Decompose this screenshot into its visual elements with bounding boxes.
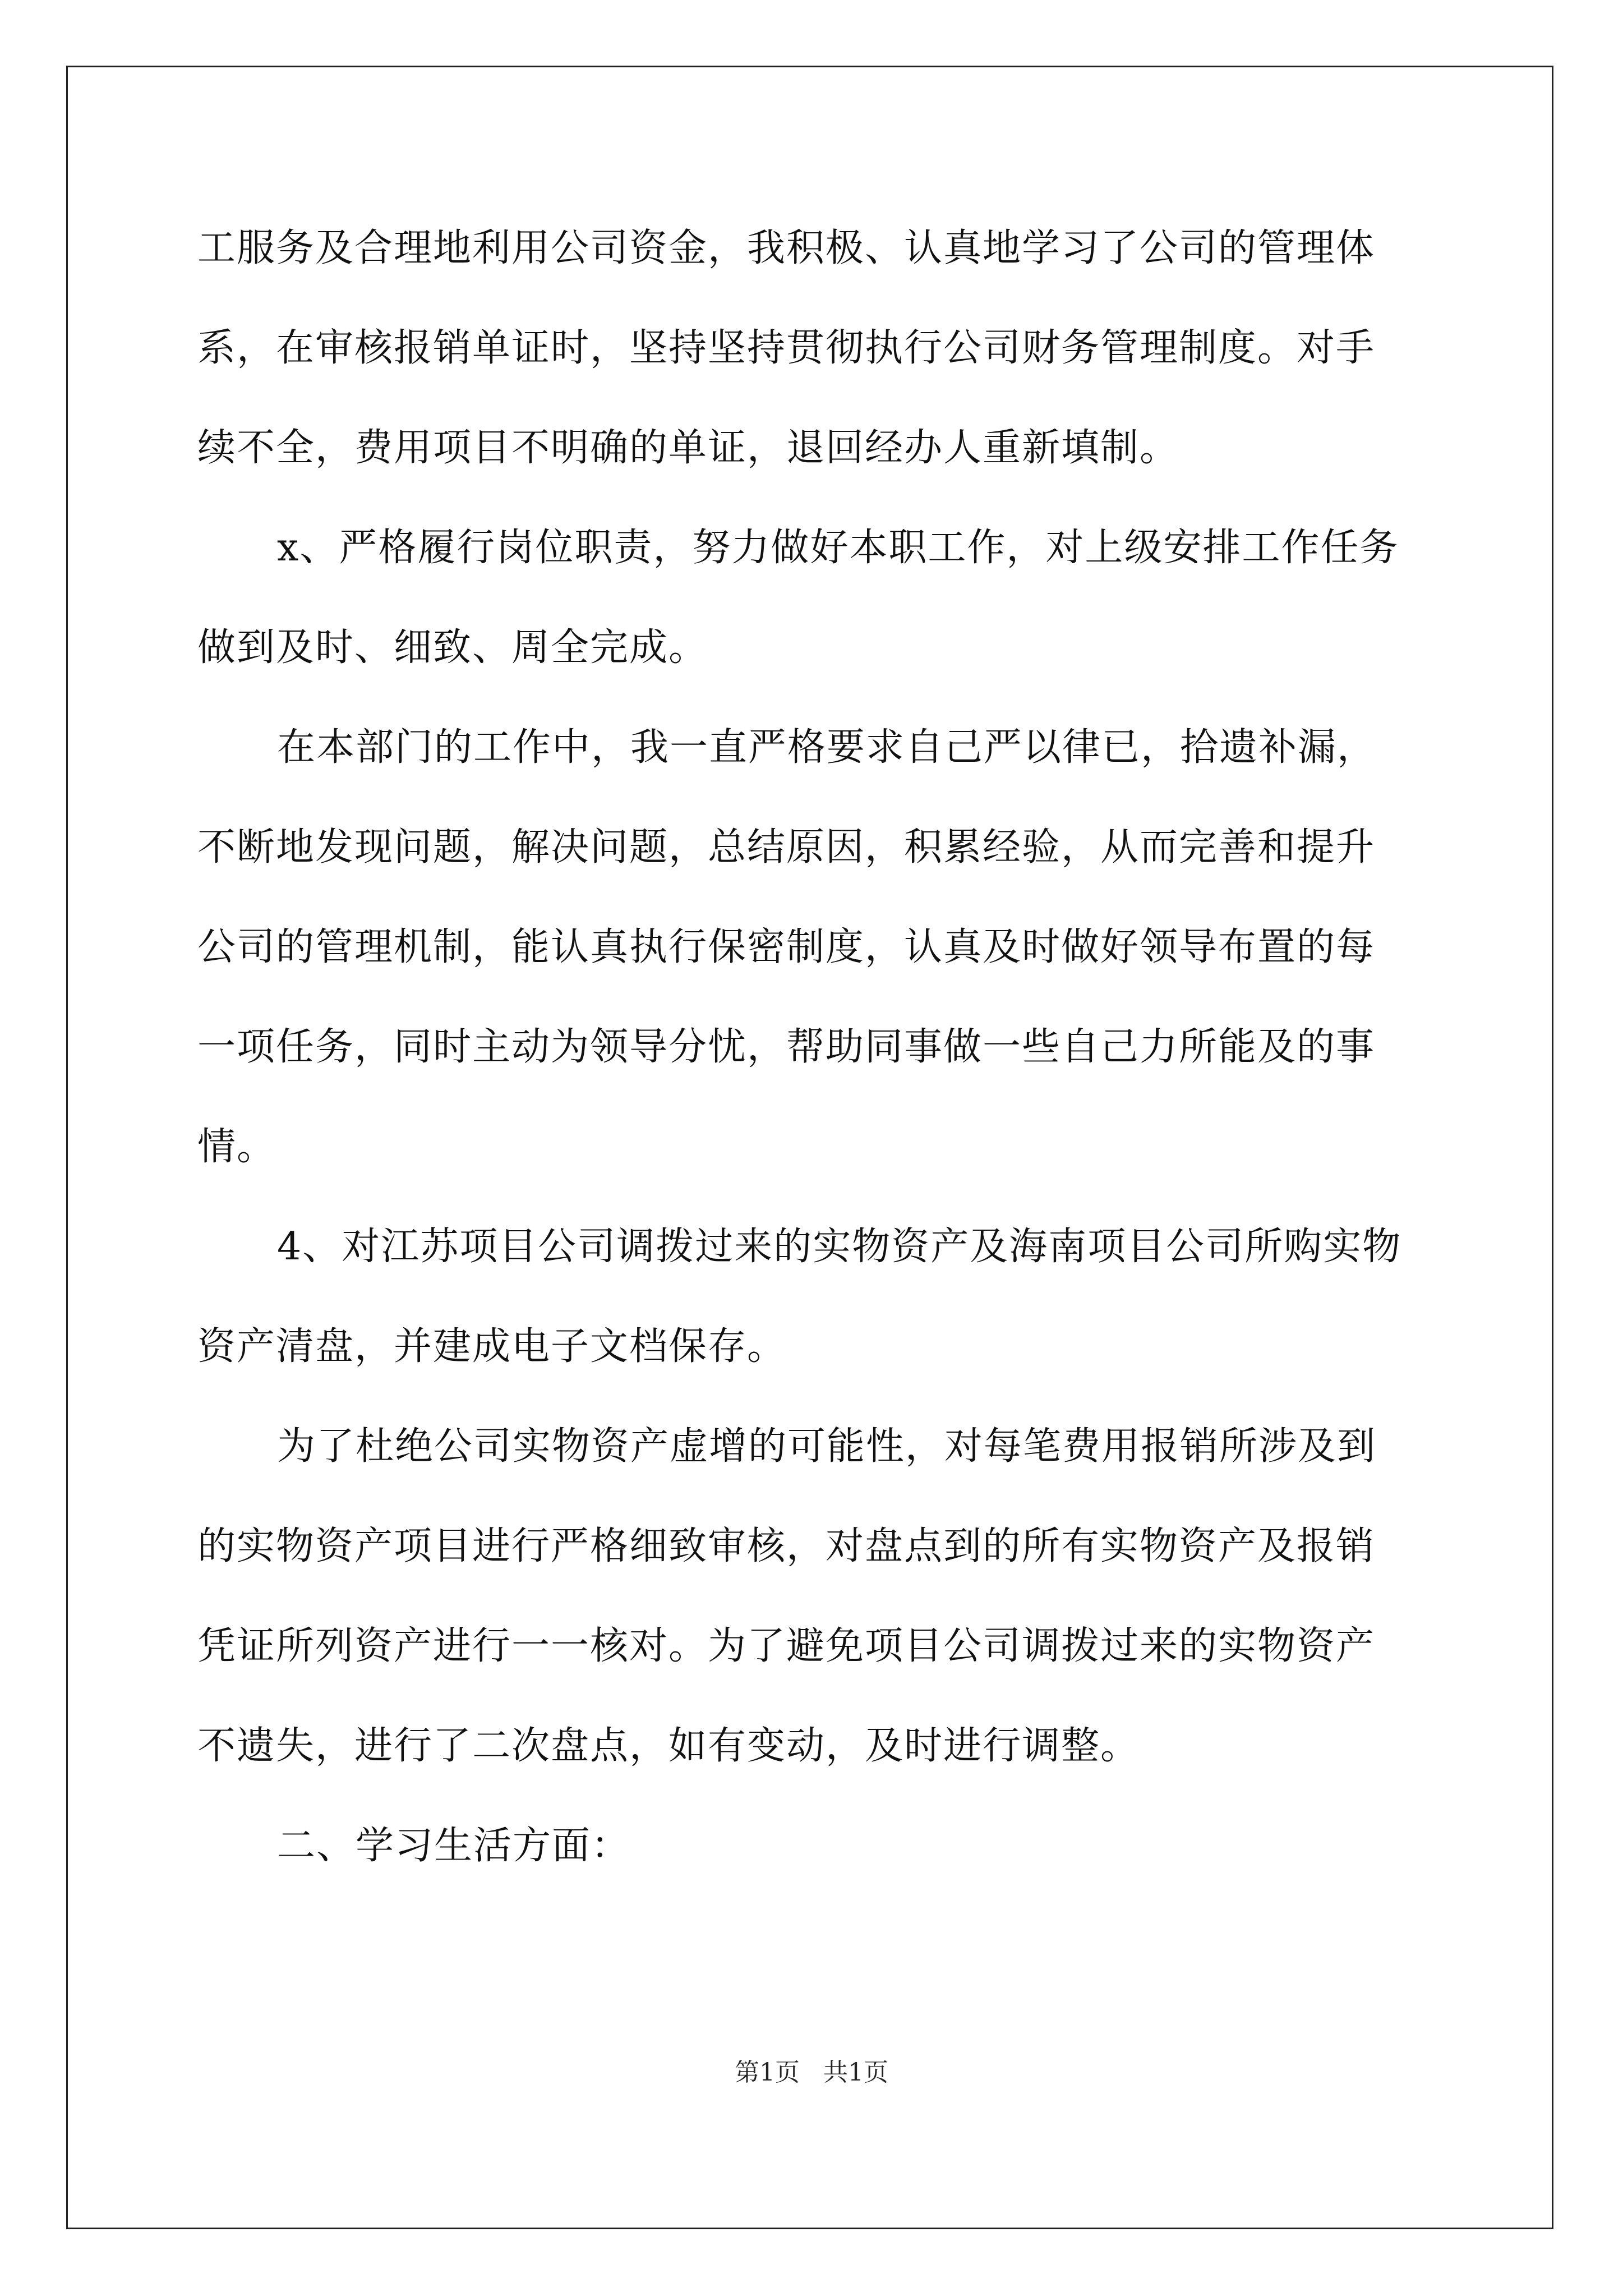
text-line: 不断地发现问题，解决问题，总结原因，积累经验，从而完善和提升	[197, 825, 1376, 869]
text-line: x、严格履行岗位职责，努力做好本职工作，对上级安排工作任务	[277, 526, 1399, 570]
text-line: 续不全，费用项目不明确的单证，退回经办人重新填制。	[197, 426, 1179, 470]
text-line: 做到及时、细致、周全完成。	[197, 625, 708, 670]
text-line: 情。	[197, 1125, 276, 1169]
text-line: 不遗失，进行了二次盘点，如有变动，及时进行调整。	[197, 1724, 1140, 1768]
text-line: 工服务及合理地利用公司资金，我积极、认真地学习了公司的管理体	[197, 226, 1376, 270]
text-line: 为了杜绝公司实物资产虚增的可能性，对每笔费用报销所涉及到	[277, 1424, 1377, 1469]
text-line: 凭证所列资产进行一一核对。为了避免项目公司调拨过来的实物资产	[197, 1624, 1376, 1668]
text-line: 资产清盘，并建成电子文档保存。	[197, 1324, 787, 1369]
text-line: 的实物资产项目进行严格细致审核，对盘点到的所有实物资产及报销	[197, 1524, 1376, 1568]
page-number: 第1页 共1页	[735, 2058, 888, 2087]
text-line: 系，在审核报销单证时，坚持坚持贯彻执行公司财务管理制度。对手	[197, 326, 1376, 370]
text-line: 4、对江苏项目公司调拨过来的实物资产及海南项目公司所购实物	[277, 1225, 1402, 1269]
text-line: 公司的管理机制，能认真执行保密制度，认真及时做好领导布置的每	[197, 925, 1376, 969]
text-line: 一项任务，同时主动为领导分忧，帮助同事做一些自己力所能及的事	[197, 1025, 1376, 1069]
text-line: 在本部门的工作中，我一直严格要求自己严以律已，拾遗补漏，	[277, 725, 1377, 770]
document-body	[197, 212, 1426, 1910]
section-heading: 二、学习生活方面：	[277, 1824, 631, 1868]
